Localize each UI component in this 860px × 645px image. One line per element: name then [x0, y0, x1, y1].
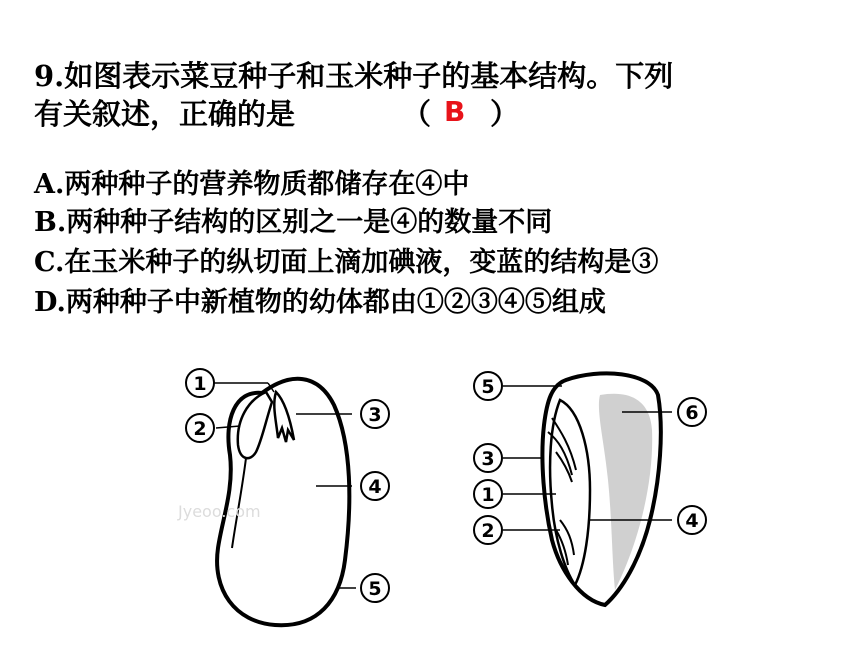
svg-text:3: 3: [368, 404, 382, 426]
svg-text:1: 1: [193, 373, 207, 395]
svg-text:5: 5: [481, 376, 495, 398]
bean-label-2: [186, 414, 214, 442]
bean-label-5: [361, 574, 389, 602]
paren-close: ）: [490, 97, 520, 131]
svg-text:2: 2: [481, 520, 495, 542]
svg-text:6: 6: [685, 402, 699, 424]
watermark: Jyeoo.com: [178, 502, 261, 521]
bean-label-4: [361, 472, 389, 500]
svg-text:3: 3: [481, 448, 495, 470]
svg-text:5: 5: [368, 578, 382, 600]
answer-mark: B: [444, 95, 466, 128]
svg-text:4: 4: [368, 476, 382, 498]
corn-label-4: [678, 506, 706, 534]
corn-label-5: [474, 372, 502, 400]
bean-plumule: [274, 392, 294, 442]
corn-label-2: [474, 516, 502, 544]
corn-label-3: [474, 444, 502, 472]
option-b: B.两种种子结构的区别之一是④的数量不同: [34, 207, 553, 238]
option-d: D.两种种子中新植物的幼体都由①②③④⑤组成: [34, 287, 606, 318]
question-line-2: 有关叙述，正确的是: [34, 97, 296, 131]
svg-text:4: 4: [685, 510, 699, 532]
paren-open: （: [402, 97, 432, 131]
question-line-1: 9.如图表示菜豆种子和玉米种子的基本结构。下列: [34, 59, 674, 93]
corn-label-6: [678, 398, 706, 426]
svg-text:1: 1: [481, 484, 495, 506]
corn-label-1: [474, 480, 502, 508]
option-c: C.在玉米种子的纵切面上滴加碘液，变蓝的结构是③: [34, 247, 659, 278]
corn-seed-diagram: [503, 373, 672, 605]
bean-label-1: [186, 369, 214, 397]
option-a: A.两种种子的营养物质都储存在④中: [34, 169, 470, 200]
bean-radicle: [238, 392, 272, 458]
svg-text:2: 2: [193, 418, 207, 440]
bean-label-3: [361, 400, 389, 428]
